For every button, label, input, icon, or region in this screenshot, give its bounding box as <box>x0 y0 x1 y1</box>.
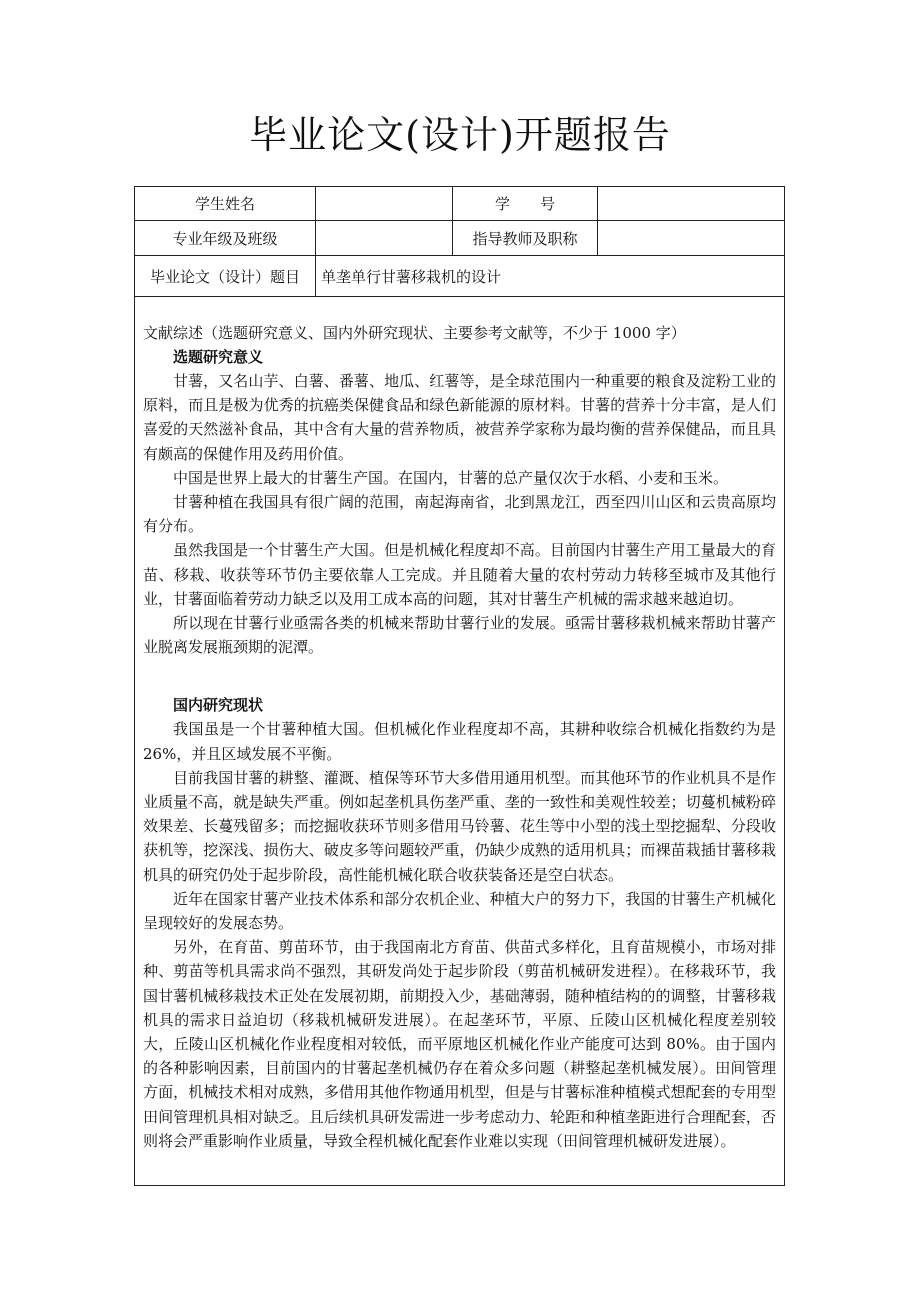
row-major-advisor <box>135 221 784 256</box>
advisor-label: 指导教师及职称 <box>453 221 598 255</box>
row-thesis-title <box>135 256 784 297</box>
thesis-title-field[interactable]: 单垄单行甘薯移栽机的设计 <box>321 267 502 286</box>
row-name-id <box>135 187 784 221</box>
advisor-field[interactable] <box>598 221 784 255</box>
lit-review-title: 文献综述（选题研究意义、国内外研究现状、主要参考文献等，不少于 1000 字） <box>143 324 686 342</box>
section-spacer <box>143 659 776 693</box>
major-class-label: 专业年级及班级 <box>135 221 316 255</box>
student-name-label: 学生姓名 <box>135 187 316 220</box>
paragraph: 中国是世界上最大的甘薯生产国。在国内，甘薯的总产量仅次于水稻、小麦和玉米。 <box>173 468 729 487</box>
thesis-title-label: 毕业论文（设计）题目 <box>135 256 316 296</box>
paragraph: 我国虽是一个甘薯种植大国。但机械化作业程度却不高，其耕种收综合机械化指数约为是 26%，并且区域发展不平衡。 <box>143 720 776 763</box>
paragraph: 近年在国家甘薯产业技术体系和部分农机企业、种植大户的努力下，我国的甘薯生产机械化呈现较好的发展态势。 <box>143 889 776 933</box>
paragraph: 目前我国甘薯的耕整、灌溉、植保等环节大多借用通用机型。而其他环节的作业机具不是作业质量不高，就是缺失严重。例如起垄机具伤垄严重、垄的一致性和美观性较差；切蔓机械粉碎效果差、长蔓残留多；而挖掘收获环节则多借用马铃薯、花生等中小型的浅土型挖掘犁、分段收获机等，挖深浅、损伤大、破皮多等问题较严重，仍缺少成熟的适用机具；而裸苗栽插甘薯移栽机具的研究仍处于起步阶段，高性能机械化联合收获装备还是空白状态。 <box>143 768 776 884</box>
student-id-field[interactable] <box>598 187 784 220</box>
section-heading-domestic-research: 国内研究现状 <box>173 696 264 715</box>
major-class-field[interactable] <box>316 221 453 255</box>
paragraph: 所以现在甘薯行业亟需各类的机械来帮助甘薯行业的发展。亟需甘薯移栽机械来帮助甘薯产业脱离发展瓶颈期的泥潭。 <box>143 614 776 657</box>
page-title: 毕业论文(设计)开题报告 <box>249 113 671 157</box>
paragraph: 虽然我国是一个甘薯生产大国。但是机械化程度却不高。目前国内甘薯生产用工量最大的育苗、移栽、收获等环节仍主要依靠人工完成。并且随着大量的农村劳动力转移至城市及其他行业，甘薯面临着劳动力缺乏以及用工成本高的问题，其对甘薯生产机械的需求越来越迫切。 <box>143 541 776 608</box>
paragraph: 另外，在育苗、剪苗环节，由于我国南北方育苗、供苗式多样化，且育苗规模小，市场对排种、剪苗等机具需求尚不强烈，其研发尚处于起步阶段（剪苗机械研发进程）。在移栽环节，我国甘薯机械移栽技术正处在发展初期，前期投入少，基础薄弱，随种植结构的的调整，甘薯移栽机具的需求日益迫切（移栽机械研发进展）。在起垄环节，平原、丘陵山区机械化程度差别较大，丘陵山区机械化作业程度相对较低，而平原地区机械化作业产能度可达到 80%。由于国内的各种影响因素，目前国内的甘薯起垄机械仍存在着众多问题（耕整起垄机械发展）。田间管理方面，机械技术相对成熟，多借用其他作物通用机型，但是与甘薯标准种植模式想配套的专用型田间管理机具相对缺乏。且后续机具研发需进一步考虑动力、轮距和种植垄距进行合理配套，否则将会严重影响作业质量，导致全程机械化配套作业难以实现（田间管理机械研发进展）。 <box>143 938 776 1150</box>
student-name-field[interactable] <box>316 187 453 220</box>
paragraph: 甘薯，又名山芋、白薯、番薯、地瓜、红薯等，是全球范围内一种重要的粮食及淀粉工业的原料，而且是极为优秀的抗癌类保健食品和绿色新能源的原材料。甘薯的营养十分丰富，是人们喜爱的天然滋补食品，其中含有大量的营养物质，被营养学家称为最均衡的营养保健品，而且具有颇高的保健作用及药用价值。 <box>143 372 776 463</box>
paragraph: 甘薯种植在我国具有很广阔的范围，南起海南省，北到黑龙江，西至四川山区和云贵高原均有分布。 <box>143 493 776 536</box>
student-id-label: 学 号 <box>453 187 598 220</box>
literature-review <box>135 297 784 1187</box>
proposal-form <box>134 186 785 1186</box>
section-heading-significance: 选题研究意义 <box>173 348 264 366</box>
